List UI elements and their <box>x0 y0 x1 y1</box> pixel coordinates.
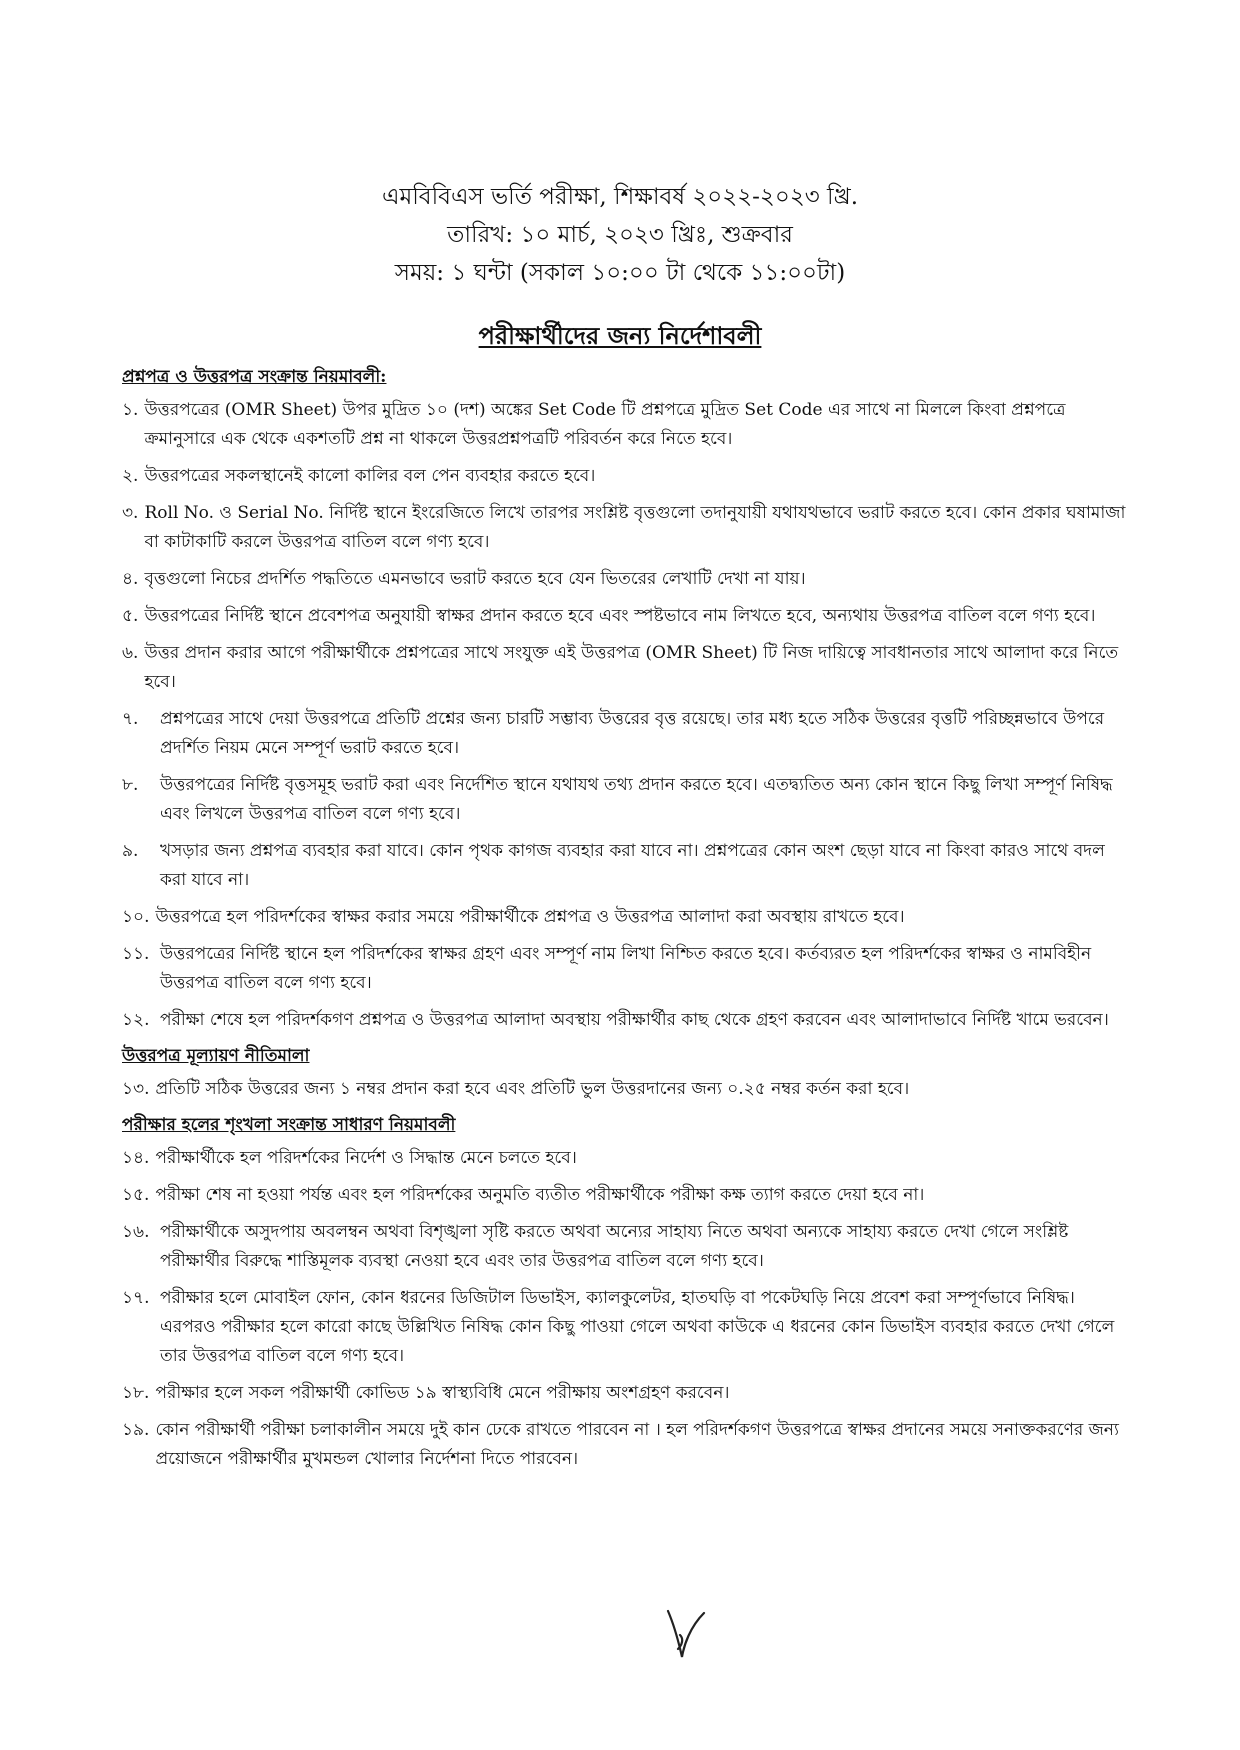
item-text: পরীক্ষার হলে সকল পরীক্ষার্থী কোভিড ১৯ স্বাস্থ্যবিধি মেনে পরীক্ষায় অংশগ্রহণ করবেন। <box>155 1383 730 1403</box>
item-text: খসড়ার জন্য প্রশ্নপত্র ব্যবহার করা যাবে। কোন পৃথক কাগজ ব্যবহার করা যাবে না। প্রশ্নপত্রের কোন অংশ ছেড়া যাবে না কিংবা কারও সাথে বদল করা যাবে না। <box>160 841 1105 890</box>
exam-time-line: সময়: ১ ঘন্টা (সকাল ১০:০০ টা থেকে ১১:০০টা) <box>394 260 846 286</box>
item-text: উত্তরপত্রে হল পরিদর্শকের স্বাক্ষর করার সময়ে পরীক্ষার্থীকে প্রশ্নপত্র ও উত্তরপত্র আলাদা করা অবস্থায় রাখতে হবে। <box>155 907 905 927</box>
item-number: ৭. <box>122 709 139 729</box>
instruction-item <box>122 705 1132 763</box>
item-text: উত্তরপত্রের নির্দিষ্ট স্থানে হল পরিদর্শকের স্বাক্ষর গ্রহণ এবং সম্পূর্ণ নাম লিখা নিশ্চিত করতে হবে। কর্তব্যরত হল পরিদর্শকের স্বাক্ষর ও নামবিহীন উত্তরপত্র বাতিল বলে গণ্য হবে। <box>160 944 1092 993</box>
instructions-body <box>122 358 1132 1482</box>
item-text: পরীক্ষার্থীকে অসুদপায় অবলম্বন অথবা বিশৃঙ্খলা সৃষ্টি করতে অথবা অন্যের সাহায্য নিতে অথবা অন্যকে সাহায্য করতে দেখা গেলে সংশ্লিষ্ট পরীক্ষার্থীর বিরুদ্ধে শাস্তিমূলক ব্যবস্থা নেওয়া হবে এবং তার উত্তরপত্র বাতিল বলে গণ্য হবে। <box>160 1222 1069 1271</box>
item-number: ২. <box>122 466 139 486</box>
section-heading-evaluation: উত্তরপত্র মূল্যায়ণ নীতিমালা <box>122 1046 310 1066</box>
item-text: পরীক্ষা শেষে হল পরিদর্শকগণ প্রশ্নপত্র ও উত্তরপত্র আলাদা অবস্থায় পরীক্ষার্থীর কাছ থেকে গ্রহণ করবেন এবং আলাদাভাবে নির্দিষ্ট খামে ভরবেন। <box>160 1010 1109 1030</box>
instruction-item <box>122 1181 1132 1210</box>
item-text: উত্তর প্রদান করার আগে পরীক্ষার্থীকে প্রশ্নপত্রের সাথে সংযুক্ত এই উত্তরপত্র (OMR Sheet) টি নিজ দায়িত্বে সাবধানতার সাথে আলাদা করে নিতে হবে। <box>144 643 1119 692</box>
item-text: বৃত্তগুলো নিচের প্রদর্শিত পদ্ধতিতে এমনভাবে ভরাট করতে হবে যেন ভিতরের লেখাটি দেখা না যায়। <box>144 569 806 589</box>
instruction-item <box>122 639 1132 697</box>
instruction-item <box>122 940 1132 998</box>
item-number: ১৬. <box>122 1222 150 1242</box>
instruction-item <box>122 1144 1132 1173</box>
item-number: ৬. <box>122 643 139 663</box>
section-heading-paper-rules: প্রশ্নপত্র ও উত্তরপত্র সংক্রান্ত নিয়মাবলী: <box>122 367 387 387</box>
item-text: পরীক্ষা শেষ না হওয়া পর্যন্ত এবং হল পরিদর্শকের অনুমতি ব্যতীত পরীক্ষার্থীকে পরীক্ষা কক্ষ ত্যাগ করতে দেয়া হবে না। <box>155 1185 925 1205</box>
item-number: ৯. <box>122 841 139 861</box>
item-number: ১০. <box>122 907 150 927</box>
item-number: ৩. <box>122 503 139 523</box>
instructions-title: পরীক্ষার্থীদের জন্য নির্দেশাবলী <box>478 321 762 350</box>
instruction-item <box>122 499 1132 557</box>
item-text: প্রশ্নপত্রের সাথে দেয়া উত্তরপত্রে প্রতিটি প্রশ্নের জন্য চারটি সম্ভাব্য উত্তরের বৃত্ত রয়েছে। তার মধ্য হতে সঠিক উত্তরের বৃত্তটি পরিচ্ছন্নভাবে উপরে প্রদর্শিত নিয়ম মেনে সম্পূর্ণ ভরাট করতে হবে। <box>160 709 1105 758</box>
item-text: কোন পরীক্ষার্থী পরীক্ষা চলাকালীন সময়ে দুই কান ঢেকে রাখতে পারবেন না । হল পরিদর্শকগণ উত্তরপত্রে স্বাক্ষর প্রদানের সময়ে সনাক্তকরণের জন্য প্রয়োজনে পরীক্ষার্থীর মুখমন্ডল খোলার নির্দেশনা দিতে পারবেন। <box>155 1420 1119 1469</box>
item-text: Roll No. ও Serial No. নির্দিষ্ট স্থানে ইংরেজিতে লিখে তারপর সংশ্লিষ্ট বৃত্তগুলো তদানুযায়ী যথাযথভাবে ভরাট করতে হবে। কোন প্রকার ঘষামাজা বা কাটাকাটি করলে উত্তরপত্র বাতিল বলে গণ্য হবে। <box>144 503 1126 552</box>
exam-header <box>0 178 1240 292</box>
item-text: প্রতিটি সঠিক উত্তরের জন্য ১ নম্বর প্রদান করা হবে এবং প্রতিটি ভুল উত্তরদানের জন্য ০.২৫ নম্বর কর্তন করা হবে। <box>155 1079 910 1099</box>
exam-title-line: এমবিবিএস ভর্তি পরীক্ষা, শিক্ষাবর্ষ ২০২২-২০২৩ খ্রি. <box>381 184 859 210</box>
item-text: উত্তরপত্রের নির্দিষ্ট বৃত্তসমূহ ভরাট করা এবং নির্দেশিত স্থানে যথাযথ তথ্য প্রদান করতে হবে। এতদ্ব্যতিত অন্য কোন স্থানে কিছু লিখা সম্পূর্ণ নিষিদ্ধ এবং লিখলে উত্তরপত্র বাতিল বলে গণ্য হবে। <box>160 775 1113 824</box>
item-text: উত্তরপত্রের (OMR Sheet) উপর মুদ্রিত ১০ (দশ) অঙ্কের Set Code টি প্রশ্নপত্রে মুদ্রিত Set Code এর সাথে না মিললে কিংবা প্রশ্নপত্রে ক্রমানুসারে এক থেকে একশতটি প্রশ্ন না থাকলে উত্তরপ্রশ্নপত্রটি পরিবর্তন করে নিতে হবে। <box>144 400 1066 449</box>
instruction-item <box>122 1416 1132 1474</box>
item-number: ৪. <box>122 569 139 589</box>
instruction-item <box>122 1075 1132 1104</box>
initials-signature <box>660 1605 710 1665</box>
instruction-item <box>122 903 1132 932</box>
item-number: ১৪. <box>122 1148 150 1168</box>
item-text: উত্তরপত্রের সকলস্থানেই কালো কালির বল পেন ব্যবহার করতে হবে। <box>144 466 596 486</box>
section-heading-hall-discipline: পরীক্ষার হলের শৃংখলা সংক্রান্ত সাধারণ নিয়মাবলী <box>122 1115 456 1135</box>
exam-date-line: তারিখ: ১০ মার্চ, ২০২৩ খ্রিঃ, শুক্রবার <box>447 222 793 248</box>
item-number: ১৩. <box>122 1079 150 1099</box>
item-text: পরীক্ষার হলে মোবাইল ফোন, কোন ধরনের ডিজিটাল ডিভাইস, ক্যালকুলেটর, হাতঘড়ি বা পকেটঘড়ি নিয়ে প্রবেশ করা সম্পূর্ণভাবে নিষিদ্ধ। এরপরও পরীক্ষার হলে কারো কাছে উল্লিখিত নিষিদ্ধ কোন কিছু পাওয়া গেলে অথবা কাউকে এ ধরনের কোন ডিভাইস ব্যবহার করতে দেখা গেলে তার উত্তরপত্র বাতিল বলে গণ্য হবে। <box>160 1288 1115 1366</box>
instruction-item <box>122 837 1132 895</box>
item-number: ১২. <box>122 1010 150 1030</box>
instruction-item <box>122 396 1132 454</box>
item-text: উত্তরপত্রের নির্দিষ্ট স্থানে প্রবেশপত্র অনুযায়ী স্বাক্ষর প্রদান করতে হবে এবং স্পষ্টভাবে নাম লিখতে হবে, অন্যথায় উত্তরপত্র বাতিল বলে গণ্য হবে। <box>144 606 1096 626</box>
instruction-item <box>122 565 1132 594</box>
item-number: ১৮. <box>122 1383 150 1403</box>
item-text: পরীক্ষার্থীকে হল পরিদর্শকের নির্দেশ ও সিদ্ধান্ত মেনে চলতে হবে। <box>155 1148 577 1168</box>
item-number: ১৯. <box>122 1420 150 1440</box>
instruction-item <box>122 462 1132 491</box>
item-number: ১৭. <box>122 1288 150 1308</box>
instruction-item <box>122 771 1132 829</box>
item-number: ১. <box>122 400 139 420</box>
item-number: ৮. <box>122 775 139 795</box>
instruction-item <box>122 1379 1132 1408</box>
instruction-item <box>122 1006 1132 1035</box>
instruction-item <box>122 1218 1132 1276</box>
item-number: ১৫. <box>122 1185 150 1205</box>
instruction-item <box>122 602 1132 631</box>
instruction-item <box>122 1284 1132 1371</box>
item-number: ১১. <box>122 944 150 964</box>
item-number: ৫. <box>122 606 139 626</box>
